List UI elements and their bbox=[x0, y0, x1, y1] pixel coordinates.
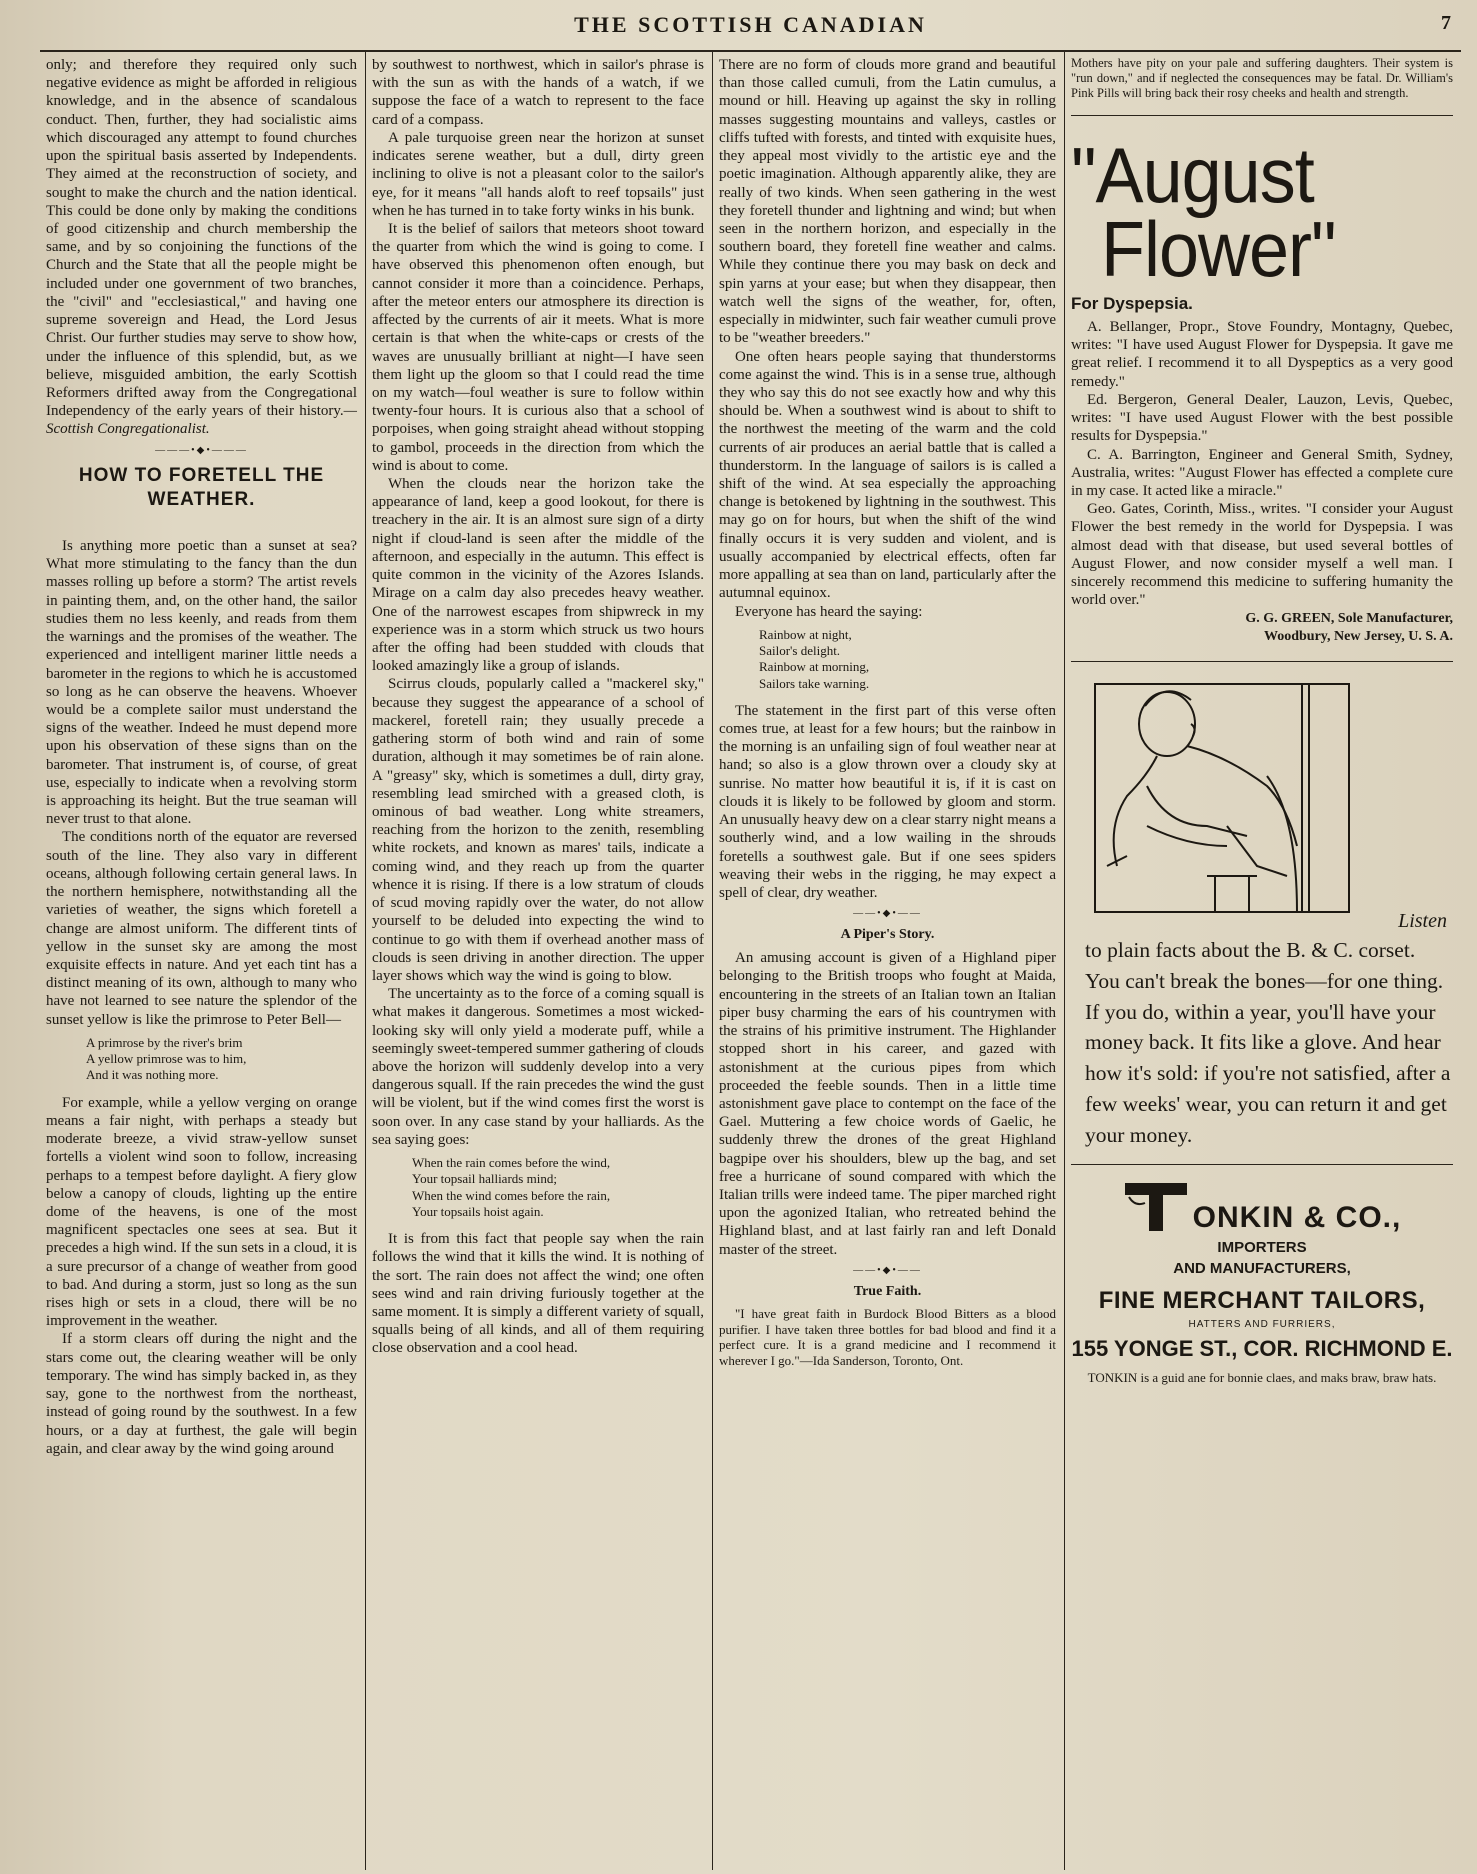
weather-paragraph: There are no form of clouds more grand and beautiful than those called cumuli, from the Latin cumulus, a mound or hill. Heaving up against the sky in rolling masses suggesting mountains and valleys, castles or cliffs tufted with forests, and tinted with exquisite hues, they appeal most vividly to the artistic eye and the poetic imagination. Although apparently alike, they are really of two kinds. When seen gathering in the west they foretell thunder and lightning and wind; but when seen in the northern horizon, and especially in the southern board, they foretell fine weather and calms. While they continue there you may bask on deck and spin yarns at your ease; but when they disappear, then watch well the signs of the weather, for, often, especially in midwinter, such fair weather cumuli prove to be "weather breeders." bbox=[719, 57, 1056, 347]
verse-rain-wind bbox=[412, 1155, 704, 1220]
ad-title-line-1: "August bbox=[1071, 132, 1314, 220]
tonkin-address: 155 YONGE ST., COR. RICHMOND E. bbox=[1071, 1336, 1453, 1362]
tonkin-importers: IMPORTERS bbox=[1217, 1239, 1307, 1257]
testimonial: C. A. Barrington, Engineer and General Smith, Sydney, Australia, writes: "August Flower has effected a complete cure in my case. It acted like a miracle." bbox=[1071, 446, 1453, 499]
ad-rule bbox=[1071, 115, 1453, 116]
tonkin-ad bbox=[1071, 1179, 1453, 1386]
verse-line: And it was nothing more. bbox=[86, 1067, 219, 1083]
weather-paragraph: It is the belief of sailors that meteors shoot toward the quarter from which the wind is going to come. I have observed this phenomenon often enough, but cannot consider it more than a coincidence. Perhaps, after the meteor enters our atmosphere its direction is affected by the currents of air it meets. What is more certain is that when the white-caps or crests of the waves are unusually brilliant at night—I have seen them light up the gloom so that I could read the time on my watch—foul weather is sure to follow within twenty-four hours. It is curious also that a school of porpoises, when going straight ahead without stopping to gambol, proceeds in the direction from which the wind is about to come. bbox=[372, 220, 704, 474]
masthead bbox=[40, 6, 1461, 52]
ad-rule bbox=[1071, 661, 1453, 662]
manufacturer-address: Woodbury, New Jersey, U. S. A. bbox=[1263, 629, 1453, 645]
weather-paragraph: Is anything more poetic than a sunset at sea? What more stimulating to the fancy than the dun masses rolling up before a storm? The artist revels in painting them, and, on the other hand, the sailor studies them no less keenly, and reads from them the warnings and the promises of the weather. The experienced and intelligent mariner little needs a barometer in the regions to which he is accustomed so long as he can observe the heavens. Whoever would be a complete sailor must understand the signs of the weather. Indeed he must depend more upon his observation of these signs than on the barometer. That instrument is, of course, of great use, especially to indicate when a revolving storm is approaching its height. But the true seaman will never trust to that alone. bbox=[46, 537, 357, 828]
corset-copy: to plain facts about the B. & C. corset. You can't break the bones—for one thing. If you do, within a year, you'll have your money back. It fits like a glove. And hear how it's sold: if you're not satisfied, after a few weeks' wear, you can return it and get your money. bbox=[1085, 938, 1451, 1147]
weather-paragraph: For example, while a yellow verging on orange means a fair night, with perhaps a steady but moderate breeze, a vivid straw-yellow sunset fortells a violent wind soon to follow, increasing perhaps to a tempest before daylight. A fiery glow below a canopy of clouds, lighting up the entire dome of the heavens, is one of the most magnificent spectacles one sees at sea. But it precedes a high wind. If the sun sets in a cloud, it is a sure precursor of a change of weather from good to bad. And during a storm, just so long as the sun rises high or sets in a cloud, there will be no improvement in the weather. bbox=[46, 1094, 357, 1330]
verse-rainbow bbox=[759, 627, 1056, 692]
section-divider: ——•◆•—— bbox=[853, 908, 922, 920]
tonkin-name: ONKIN & CO., bbox=[1192, 1201, 1402, 1235]
weather-paragraph: The conditions north of the equator are reversed south of the line. They also vary in different oceans, although following certain general laws. In the northern hemisphere, notwithstanding all the varieties of weather, the signs which foretell a change are almost uniform. The different tints of yellow in the sunset sky are among the most exquisite effects in nature. And yet each tint has a distinct meaning of its own, although to many who have not learned to see nature the splendor of the sunset yellow is like the primrose to Peter Bell— bbox=[46, 829, 357, 1028]
manufacturer bbox=[1071, 610, 1453, 648]
piper-story: An amusing account is given of a Highland piper belonging to the British troops who fought at Maida, encountering in the streets of an Italian town an Italian piper busy charming the ears of his countrymen with the strains of his primitive instrument. The Highlander stopped short in his career, and gazed with astonishment at the curious pipes from which proceeded the feeble sounds. Then in a little time astonishment gave place to contempt on the face of the Gael. Muttering a few choice words of Gaelic, he suddenly threw the drones of the great Highland bagpipe over his shoulders, blew up the bag, and set free a hurricane of sound compared with which the Italian trills were indeed tame. The piper marched right upon the agonized Italian, who retreated behind the Highland blast, and at last fairly ran and left Donald master of the street. bbox=[719, 950, 1056, 1258]
tonkin-slogan: TONKIN is a guid ane for bonnie claes, and maks braw, braw hats. bbox=[1087, 1370, 1437, 1386]
weather-paragraph: The statement in the first part of this verse often comes true, at least for a few hours; but the rainbow in the morning is an unfailing sign of foul weather near at hand; so also is a glow thrown over a cloudy sky at sunrise. No matter how beautiful it is, if it is cast on clouds it is likely to be followed by gloom and storm. An unusually heavy dew on a clear starry night means a southerly wind, and a low wailing in the shrouds foretells a southwest gale. But if one sees spiders weaving their webs in the rigging, he may expect a spell of clear, dry weather. bbox=[719, 702, 1056, 901]
page-number: 7 bbox=[1441, 12, 1451, 34]
tonkin-hatters: HATTERS AND FURRIERS, bbox=[1188, 1319, 1336, 1331]
column-1 bbox=[40, 52, 366, 1870]
verse-primrose bbox=[86, 1035, 357, 1084]
verse-line: When the rain comes before the wind, bbox=[412, 1155, 611, 1171]
testimonial: A. Bellanger, Propr., Stove Foundry, Montagny, Quebec, writes: "I have used August Flower for Dyspepsia. It gave me great relief. I recommend it to all Dyspeptics as a very good remedy." bbox=[1071, 319, 1453, 390]
testimonial: Geo. Gates, Corinth, Miss., writes. "I consider your August Flower the best remedy in the world for Dyspepsia. I was almost dead with that disease, but used several bottles of August Flower, and now consider myself a well man. I sincerely recommend this medicine to suffering humanity the world over." bbox=[1071, 501, 1453, 609]
testimonial: Ed. Bergeron, General Dealer, Lauzon, Levis, Quebec, writes: "I have used August Flower with the best possible results for Dyspepsia." bbox=[1071, 391, 1453, 445]
weather-paragraph: A pale turquoise green near the horizon at sunset indicates serene weather, but a dull, dirty green inclining to olive is not a pleasant color to the sailor's eye, for it means "all hands aloft to reef topsails" just when he has turned in to take forty winks in his bunk. bbox=[372, 129, 704, 219]
columns bbox=[40, 52, 1461, 1870]
verse-line: Sailor's delight. bbox=[759, 643, 841, 659]
weather-paragraph: If a storm clears off during the night and the stars come out, the clearing weather will be only temporary. The wind has simply backed in, as they say, gone to the northwest from the northeast, instead of going round by the southwest. In a few hours, or a day at furthest, the gale will begin again, and clear away by the wind going around bbox=[46, 1331, 357, 1457]
tonkin-header bbox=[1071, 1179, 1453, 1235]
weather-paragraph: The uncertainty as to the force of a coming squall is what makes it dangerous. Sometimes a most wicked-looking sky will only yield a moderate puff, while a seemingly sweet-tempered summer gathering of clouds above the horizon will suddenly develop into a very dangerous squall. If the rain precedes the wind the gust will be violent, but if the wind comes first the worst is soon over. In any case stand by your halliards. As the sea saying goes: bbox=[372, 986, 704, 1148]
ad-subtitle: For Dyspepsia. bbox=[1071, 294, 1193, 313]
verse-line: Your topsails hoist again. bbox=[412, 1203, 544, 1219]
listen-heading: Listen bbox=[1398, 910, 1447, 933]
faith-block bbox=[719, 1306, 1056, 1368]
manufacturer-name: G. G. GREEN, Sole Manufacturer, bbox=[1245, 610, 1453, 626]
weather-paragraph: Everyone has heard the saying: bbox=[735, 603, 923, 620]
newspaper-title: THE SCOTTISH CANADIAN bbox=[574, 12, 927, 37]
corset-ad bbox=[1071, 676, 1453, 1150]
section-divider: ——•◆•—— bbox=[853, 1264, 922, 1276]
verse-line: A primrose by the river's brim bbox=[86, 1034, 243, 1050]
verse-line: Sailors take warning. bbox=[759, 675, 870, 691]
verse-line: Rainbow at morning, bbox=[759, 659, 870, 675]
faith-headline: True Faith. bbox=[853, 1283, 922, 1299]
piper-headline: A Piper's Story. bbox=[840, 927, 935, 943]
ad-rule bbox=[1071, 1164, 1453, 1165]
section-divider: ———•◆•——— bbox=[155, 444, 248, 456]
pink-pills-ad: Mothers have pity on your pale and suffering daughters. Their system is "run down," and if neglected the consequences may be fatal. Dr. William's Pink Pills will bring back their rosy cheeks and health and strength. bbox=[1071, 56, 1453, 100]
august-flower-ad bbox=[1071, 132, 1453, 647]
ad-title-line-2: Flower" bbox=[1101, 206, 1336, 294]
column-3 bbox=[713, 52, 1065, 1870]
tonkin-manufacturers: AND MANUFACTURERS, bbox=[1173, 1260, 1351, 1278]
continuation-source: —Scottish Congregationalist. bbox=[46, 403, 357, 438]
column-4-ads bbox=[1065, 52, 1461, 1870]
listening-boy-illustration bbox=[1087, 676, 1357, 916]
column-2 bbox=[366, 52, 713, 1870]
hand-pointer-icon bbox=[1123, 1179, 1193, 1235]
tonkin-tailors: FINE MERCHANT TAILORS, bbox=[1098, 1287, 1426, 1315]
weather-paragraph: by southwest to northwest, which in sailor's phrase is with the sun as with the hands of a watch, if we suppose the face of a watch to represent to the face card of a compass. bbox=[372, 57, 704, 128]
verse-line: Your topsail halliards mind; bbox=[412, 1171, 557, 1187]
article-continuation bbox=[46, 56, 357, 439]
article-headline: HOW TO FORETELL THE WEATHER. bbox=[78, 464, 325, 511]
verse-line: When the wind comes before the rain, bbox=[412, 1187, 611, 1203]
faith-testimonial: "I have great faith in Burdock Blood Bitters as a blood purifier. I have taken three bottles for bad blood and find it a perfect cure. It is a grand medicine and I recommend it wherever I go."—Ida Sanderson, Toronto, Ont. bbox=[719, 1305, 1056, 1368]
verse-line: A yellow primrose was to him, bbox=[86, 1051, 247, 1067]
weather-paragraph: One often hears people saying that thunderstorms come against the wind. This is in a sense true, although they who say this do not see exactly how and why this should be. When a southwest wind is about to shift to the northwest the meeting of the warm and the cold currents of air produces an aerial battle that is called a thunderstorm. In the language of sailors is is called a shift of the wind. At sea especially the approaching change is betokened by lightning in the southwest. This may go on for hours, but when the shift of the wind finally occurs it is very sudden and violent, and is usually accompanied by electrical effects, often far more appalling at sea than on land, particularly after the autumnal equinox. bbox=[719, 348, 1056, 602]
weather-paragraph: It is from this fact that people say when the rain follows the wind that it kills the wind. It is nothing of the sort. The rain does not affect the wind; one often sees wind and rain driving furiously together at the same moment. It is simply a different variety of squall, squalls being of all kinds, and all of them requiring close observation and a cool head. bbox=[372, 1231, 704, 1357]
continuation-text: only; and therefore they required only such negative evidence as might be afforded in religious knowledge, and in the absence of scandalous conduct. Then, further, they had socialistic aims which discouraged any attempt to found churches upon the spiritual basis asserted by Independents. They aimed at the reconstruction of society, and sought to make the church and the nation identical. This could be done only by making the conditions of good citizenship and church membership the same, and by so conjoining the functions of the Church and the State that all the people might be included under one government of two branches, the "civil" and "ecclesiastical," and having one supreme sovereign and Head, the Lord Jesus Christ. Our further studies may serve to show how, under the influence of this splendid, but, as we believe, misguided ambition, the early Scottish Reformers drifted away from the Congregational Independency of the early years of their history. bbox=[46, 57, 357, 420]
verse-line: Rainbow at night, bbox=[759, 626, 852, 642]
weather-paragraph: Scirrus clouds, popularly called a "mackerel sky," because they suggest the appearance of a school of mackerel, foretell rain; they usually precede a gathering storm of both wind and rain of some duration, although it may sometimes be of rain alone. A "greasy" sky, which is sometimes a dull, dirty gray, resembling lead smirched with a greased cloth, is ominous of bad weather. Long white streamers, reaching from the horizon to the zenith, resembling white rockets, and known as mares' tails, indicate a coming wind, and they reach up from the quarter whence it is rising. If there is a low stratum of clouds of scud moving rapidly over the water, do not allow yourself to be deluded into expecting the wind to continue to go with them if overhead another mass of clouds is seen driving in another direction. The upper layer shows which way the wind is going to blow. bbox=[372, 676, 704, 984]
weather-paragraph: When the clouds near the horizon take the appearance of land, keep a good lookout, for there is treachery in the air. It is an almost sure sign of a dirty night if cloud-land is seen after the middle of the afternoon, and especially in the autumn. This effect is quite common in the vicinity of the Azores Islands. Mirage on a calm day also precedes heavy weather. One of the narrowest escapes from shipwreck in my experience was in a storm which struck us two hours after the offing had been studded with clouds that looked amazingly like a group of islands. bbox=[372, 476, 704, 675]
